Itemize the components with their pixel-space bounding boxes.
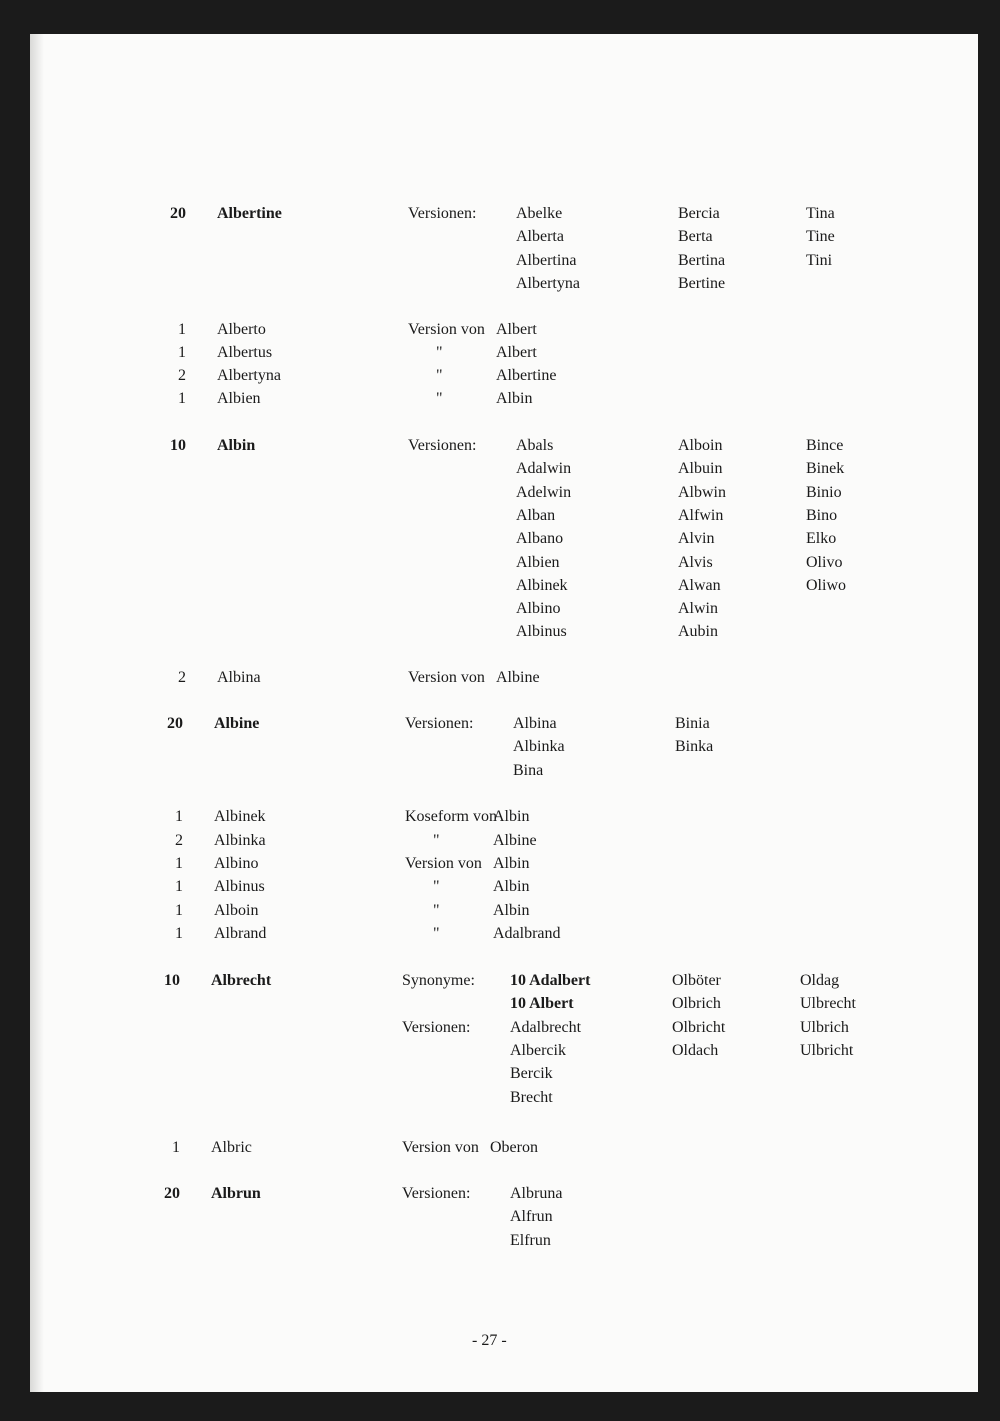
entry-name: Alberto — [217, 321, 266, 338]
version-label: Versionen: — [402, 1185, 471, 1202]
entry-count: 1 — [172, 1139, 180, 1156]
entry-name: Albien — [217, 390, 261, 407]
variant-name: Bercik — [510, 1065, 553, 1083]
related-name-col4: Tine — [806, 228, 835, 246]
variant-name: Brecht — [510, 1088, 553, 1106]
version-label: Versionen: — [408, 205, 477, 222]
variant-name: Albinus — [516, 623, 567, 641]
version-label: Koseform von — [405, 808, 497, 825]
related-name-col3: Bercia — [678, 205, 720, 222]
related-name-col4: Oliwo — [806, 576, 846, 594]
variant-name: Albinek — [516, 576, 568, 594]
version-label: Versionen: — [405, 715, 474, 732]
page-binding-shadow — [30, 34, 44, 1392]
variant-name: Abelke — [516, 205, 563, 222]
entry-count: 1 — [175, 925, 183, 942]
variant-name: Albert — [496, 344, 537, 361]
entry-count: 20 — [170, 205, 186, 222]
variant-name: Oberon — [490, 1139, 538, 1156]
entry-count: 2 — [178, 669, 186, 686]
related-name-col3: Binka — [675, 738, 714, 756]
related-name-col4: Tina — [806, 205, 835, 222]
variant-name: Albano — [516, 530, 564, 548]
version-label: " — [433, 878, 440, 895]
entry-count: 1 — [175, 878, 183, 895]
entry-name: Albrand — [214, 925, 267, 942]
variant-name: Alberta — [516, 228, 564, 246]
entry-count: 2 — [175, 832, 183, 849]
version-label: " — [436, 367, 443, 384]
entry-name: Albrun — [211, 1185, 261, 1202]
entry-count: 2 — [178, 367, 186, 384]
page-number: - 27 - — [472, 1332, 507, 1349]
variant-name: Bina — [513, 761, 544, 779]
variant-name: 10 Albert — [510, 995, 574, 1013]
variant-name: 10 Adalbert — [510, 972, 591, 989]
entry-count: 1 — [178, 344, 186, 361]
variant-name: Albine — [493, 832, 537, 849]
entry-count: 1 — [175, 808, 183, 825]
variant-name: Abals — [516, 437, 554, 454]
variant-name: Albien — [516, 553, 560, 571]
related-name-col4: Ulbrecht — [800, 995, 856, 1013]
variant-name: Albin — [493, 902, 530, 919]
variant-name: Adalwin — [516, 460, 572, 478]
variant-name: Albino — [516, 600, 561, 618]
related-name-col4: Binio — [806, 483, 842, 501]
entry-count: 20 — [164, 1185, 180, 1202]
variant-name: Albert — [496, 321, 537, 338]
variant-name: Albine — [496, 669, 540, 686]
entry-name: Albertyna — [217, 367, 281, 384]
related-name-col3: Berta — [678, 228, 713, 246]
variant-name: Alfrun — [510, 1208, 553, 1226]
related-name-col4: Ulbrich — [800, 1018, 849, 1036]
entry-name: Albertine — [217, 205, 282, 222]
entry-count: 10 — [164, 972, 180, 989]
entry-name: Albrecht — [211, 972, 272, 989]
version-label: Synonyme: — [402, 972, 475, 989]
related-name-col4: Tini — [806, 251, 833, 269]
variant-name: Albertine — [496, 367, 557, 384]
related-name-col3: Bertine — [678, 274, 726, 292]
related-name-col4: Oldag — [800, 972, 840, 989]
version-label: Versionen: — [408, 437, 477, 454]
entry-count: 1 — [178, 390, 186, 407]
related-name-col3: Alfwin — [678, 506, 724, 524]
related-name-col3: Aubin — [678, 623, 718, 641]
variant-name: Albertina — [516, 251, 577, 269]
entry-count: 10 — [170, 437, 186, 454]
entry-name: Albinka — [214, 832, 266, 849]
related-name-col3: Olbrich — [672, 995, 721, 1013]
entry-name: Albine — [214, 715, 260, 732]
variant-name: Albina — [513, 715, 557, 732]
variant-name: Albinka — [513, 738, 565, 756]
version-label: " — [433, 925, 440, 942]
entry-name: Albina — [217, 669, 261, 686]
variant-name: Elfrun — [510, 1231, 551, 1249]
entry-name: Albin — [217, 437, 256, 454]
related-name-col4: Bince — [806, 437, 844, 454]
version-label: Version von — [405, 855, 482, 872]
version-label: Versionen: — [402, 1018, 471, 1036]
related-name-col3: Bertina — [678, 251, 726, 269]
related-name-col3: Albuin — [678, 460, 723, 478]
variant-name: Alban — [516, 506, 556, 524]
related-name-col4: Elko — [806, 530, 837, 548]
related-name-col3: Oldach — [672, 1041, 719, 1059]
entry-name: Albinek — [214, 808, 266, 825]
related-name-col4: Binek — [806, 460, 845, 478]
related-name-col3: Alboin — [678, 437, 723, 454]
variant-name: Albercik — [510, 1041, 566, 1059]
related-name-col4: Bino — [806, 506, 838, 524]
entry-name: Albino — [214, 855, 259, 872]
variant-name: Adelwin — [516, 483, 572, 501]
entry-name: Albertus — [217, 344, 273, 361]
related-name-col3: Albwin — [678, 483, 726, 501]
related-name-col4: Ulbricht — [800, 1041, 854, 1059]
variant-name: Albertyna — [516, 274, 580, 292]
entry-count: 1 — [178, 321, 186, 338]
variant-name: Albruna — [510, 1185, 563, 1202]
version-label: " — [436, 390, 443, 407]
related-name-col3: Olböter — [672, 972, 721, 989]
related-name-col3: Alwin — [678, 600, 718, 618]
related-name-col3: Alvis — [678, 553, 713, 571]
variant-name: Albin — [493, 808, 530, 825]
related-name-col4: Olivo — [806, 553, 843, 571]
variant-name: Albin — [493, 855, 530, 872]
variant-name: Adalbrand — [493, 925, 561, 942]
variant-name: Albin — [496, 390, 533, 407]
version-label: Version von — [408, 669, 485, 686]
version-label: " — [436, 344, 443, 361]
variant-name: Albin — [493, 878, 530, 895]
entry-count: 1 — [175, 855, 183, 872]
related-name-col3: Alvin — [678, 530, 715, 548]
related-name-col3: Binia — [675, 715, 710, 732]
version-label: " — [433, 832, 440, 849]
related-name-col3: Olbricht — [672, 1018, 726, 1036]
entry-name: Albric — [211, 1139, 252, 1156]
version-label: Version von — [408, 321, 485, 338]
related-name-col3: Alwan — [678, 576, 721, 594]
version-label: Version von — [402, 1139, 479, 1156]
entry-name: Albinus — [214, 878, 265, 895]
entry-name: Alboin — [214, 902, 259, 919]
variant-name: Adalbrecht — [510, 1018, 582, 1036]
entry-count: 1 — [175, 902, 183, 919]
version-label: " — [433, 902, 440, 919]
document-page — [30, 34, 978, 1392]
entry-count: 20 — [167, 715, 183, 732]
